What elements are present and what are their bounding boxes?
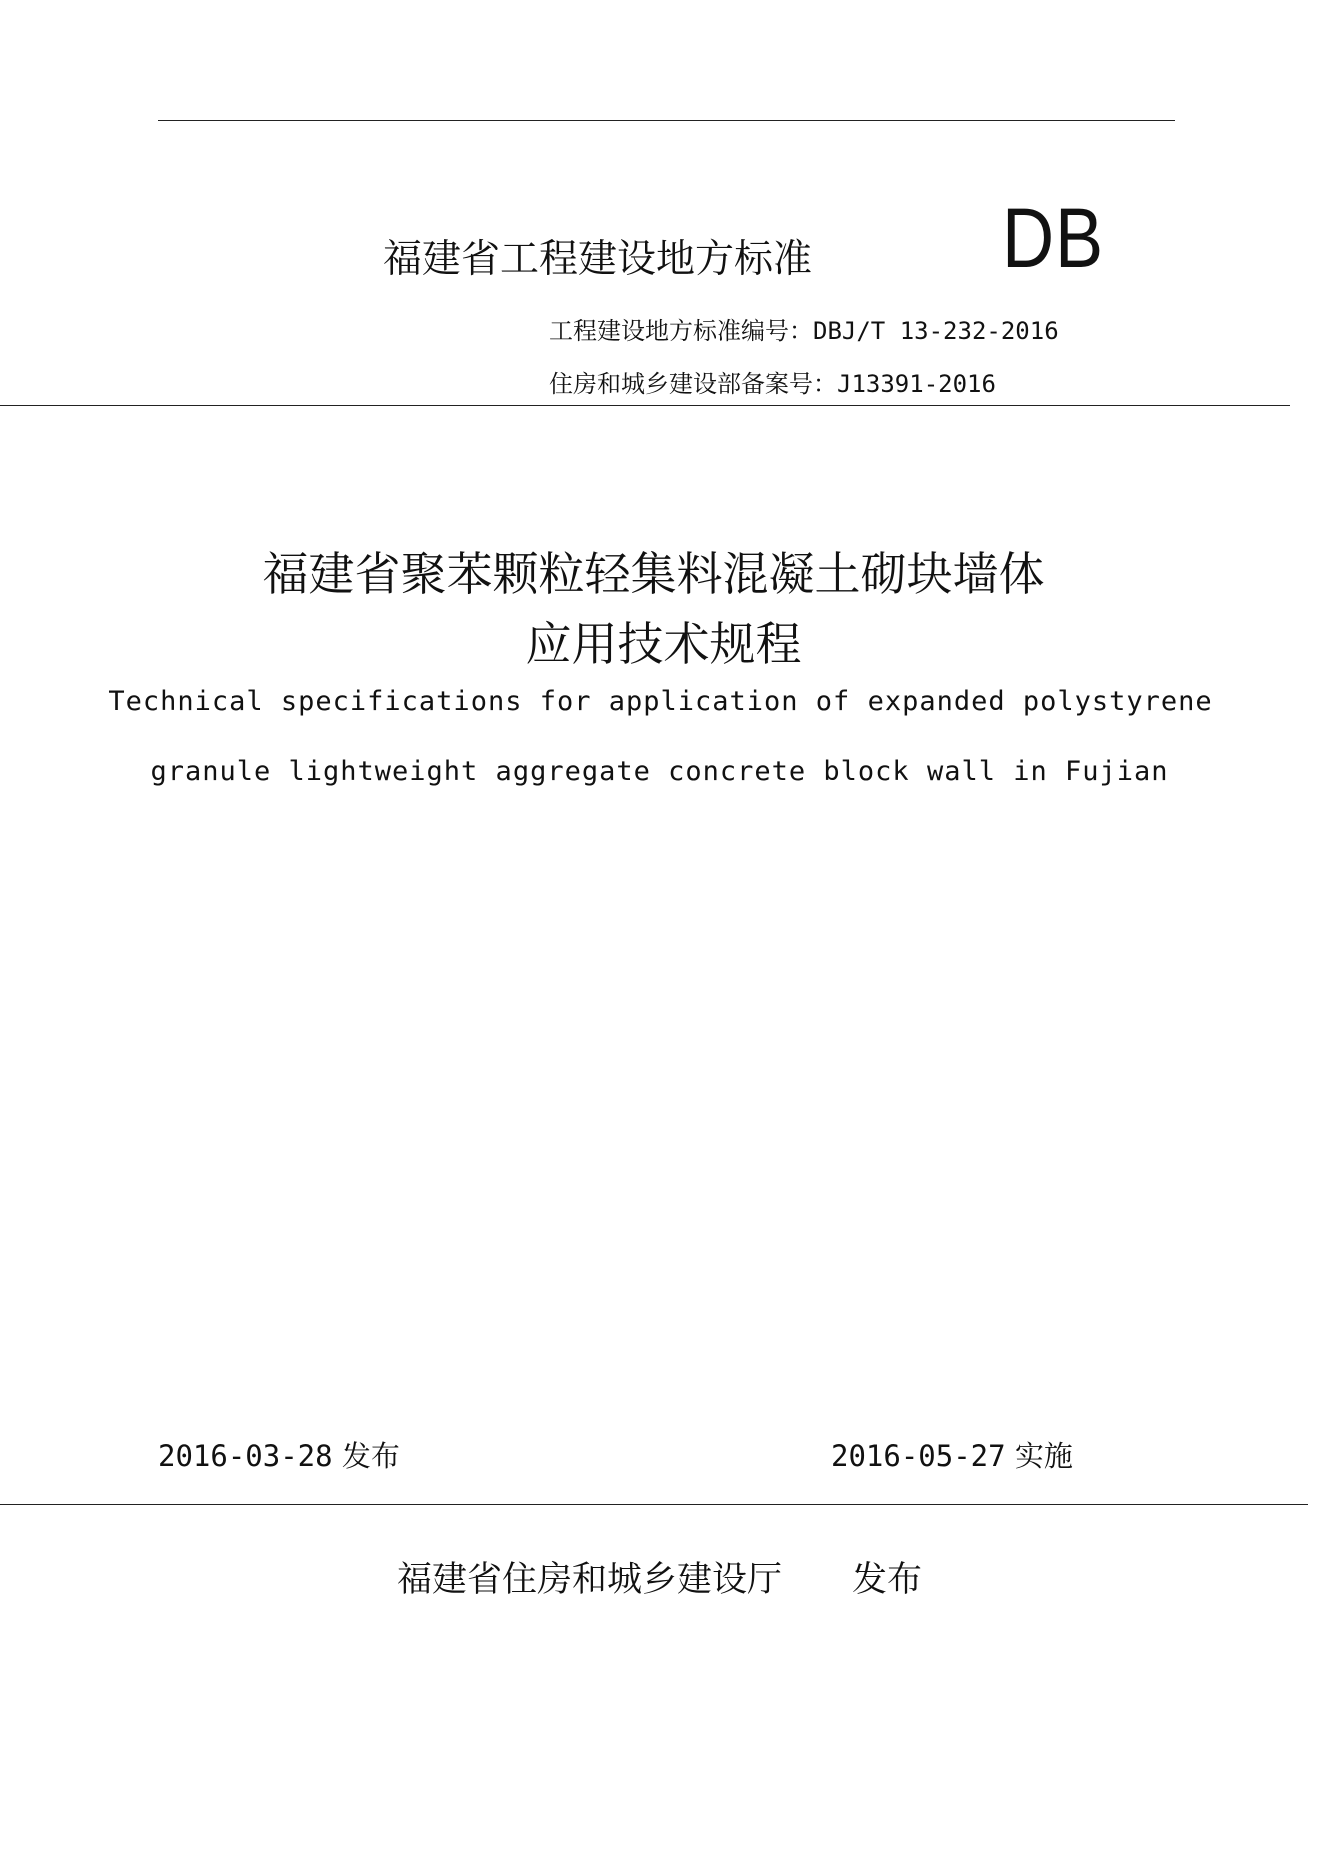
publish-date: 2016-03-28	[158, 1439, 333, 1473]
top-rule	[158, 120, 1175, 121]
title-english-line-1: Technical specifications for application of expanded polystyrene	[108, 686, 1213, 717]
middle-rule	[0, 405, 1290, 406]
implement-date: 2016-05-27	[831, 1439, 1006, 1473]
implement-date-line	[831, 1434, 1073, 1475]
record-number-label: 住房和城乡建设部备案号：	[549, 370, 837, 398]
bottom-rule	[0, 1504, 1308, 1505]
standard-number-line	[549, 311, 1059, 346]
issuer-line	[397, 1552, 922, 1602]
title-chinese-line-1: 福建省聚苯颗粒轻集料混凝土砌块墙体	[262, 547, 1045, 601]
issuer-name: 福建省住房和城乡建设厅	[397, 1560, 783, 1600]
publish-date-line	[158, 1434, 400, 1475]
record-number-line	[549, 364, 996, 399]
record-number: J13391-2016	[837, 370, 996, 398]
standard-number: DBJ/T 13-232-2016	[813, 317, 1059, 345]
standard-category-title: 福建省工程建设地方标准	[383, 237, 813, 282]
standard-number-label: 工程建设地方标准编号：	[549, 317, 813, 345]
issuer-action: 发布	[852, 1560, 923, 1600]
implement-label: 实施	[1014, 1439, 1073, 1473]
title-chinese-line-2: 应用技术规程	[525, 617, 802, 671]
publish-label: 发布	[341, 1439, 400, 1473]
title-english-line-2: granule lightweight aggregate concrete block wall in Fujian	[150, 756, 1169, 787]
db-mark: DB	[1002, 191, 1105, 285]
